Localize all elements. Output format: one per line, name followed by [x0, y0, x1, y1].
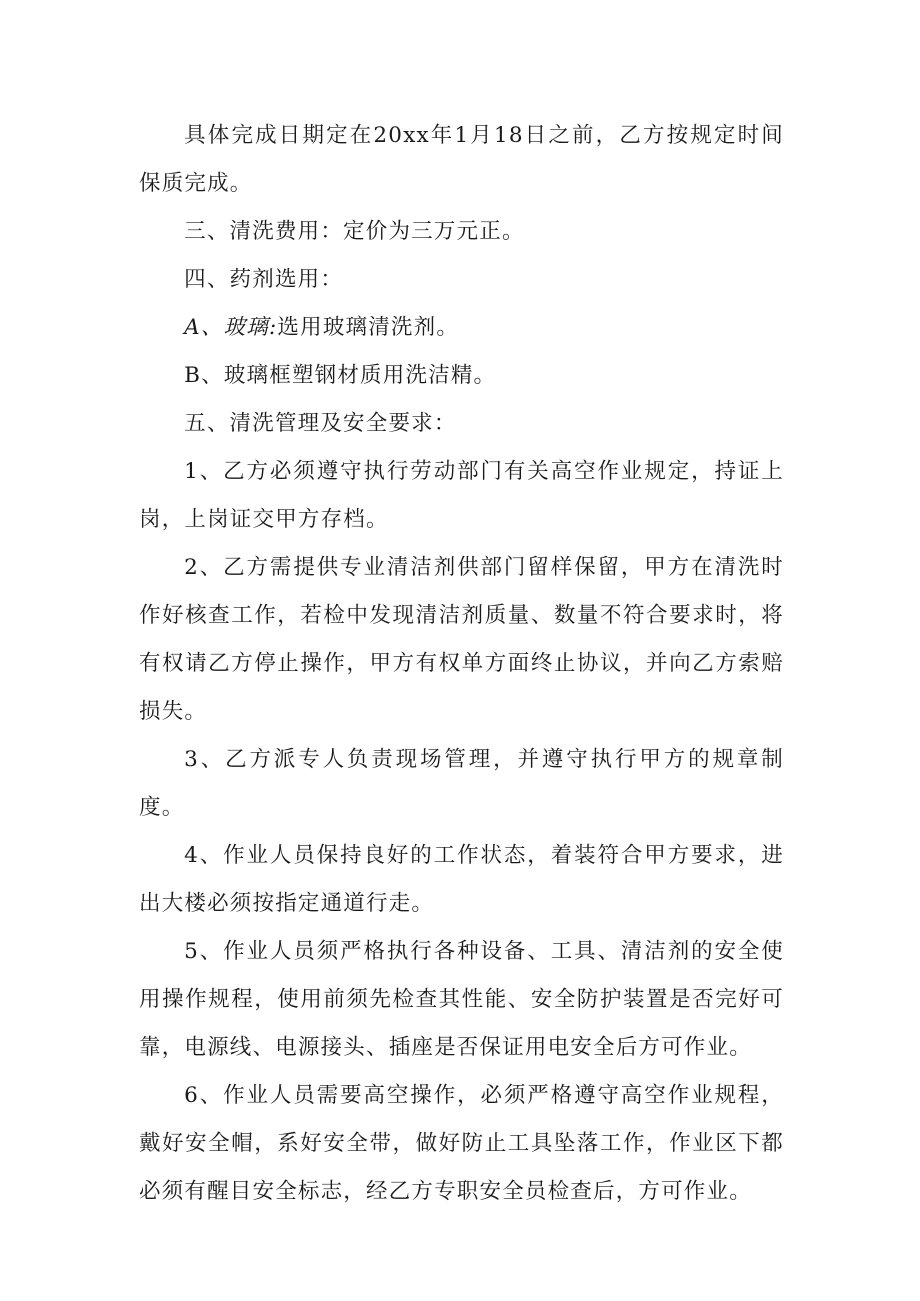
paragraph-completion-date: 具体完成日期定在20xx年1月18日之前，乙方按规定时间保质完成。	[139, 123, 784, 196]
paragraph-rule-6: 6、作业人员需要高空操作，必须严格遵守高空作业规程，戴好安全帽，系好安全带，做好防止工具坠落工作，作业区下都必须有醒目安全标志，经乙方专职安全员检查后，方可作业。	[139, 1083, 784, 1204]
document-page	[139, 112, 784, 1216]
paragraph-rule-4: 4、作业人员保持良好的工作状态，着装符合甲方要求，进出大楼必须按指定通道行走。	[139, 843, 784, 916]
paragraph-chemical-selection: 四、药剂选用：	[184, 267, 344, 292]
paragraph-safety-heading: 五、清洗管理及安全要求：	[184, 411, 457, 436]
paragraph-item-b: B、玻璃框塑钢材质用洗洁精。	[184, 363, 497, 388]
paragraph-rule-5: 5、作业人员须严格执行各种设备、工具、清洁剂的安全使用操作规程，使用前须先检查其性能、安全防护装置是否完好可靠，电源线、电源接头、插座是否保证用电安全后方可作业。	[139, 939, 784, 1060]
paragraph-item-a	[139, 304, 784, 352]
paragraph-rule-3: 3、乙方派专人负责现场管理，并遵守执行甲方的规章制度。	[139, 747, 784, 820]
paragraph-rule-1: 1、乙方必须遵守执行劳动部门有关高空作业规定，持证上岗，上岗证交甲方存档。	[139, 459, 784, 532]
paragraph-cleaning-fee: 三、清洗费用：定价为三万元正。	[184, 219, 525, 244]
paragraph-rule-2: 2、乙方需提供专业清洁剂供部门留样保留，甲方在清洗时作好核查工作，若检中发现清洁剂质量、数量不符合要求时，将有权请乙方停止操作，甲方有权单方面终止协议，并向乙方索赔损失。	[139, 555, 784, 724]
item-a-prefix: A、玻璃:	[184, 315, 278, 340]
item-a-text: 选用玻璃清洗剂。	[277, 315, 460, 340]
